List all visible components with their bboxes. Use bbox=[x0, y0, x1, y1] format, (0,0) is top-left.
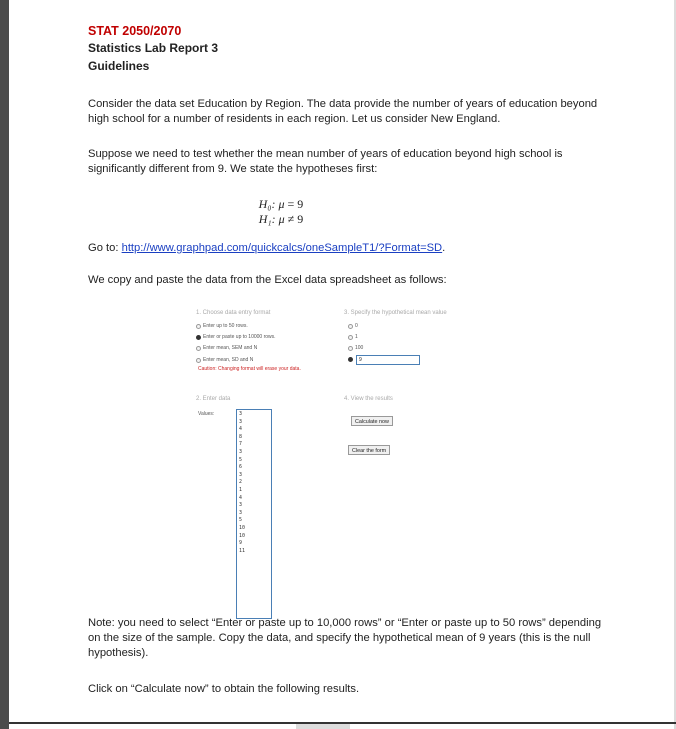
format-option-label: Enter or paste up to 10000 rows. bbox=[203, 334, 276, 340]
report-title: Statistics Lab Report 3 bbox=[88, 41, 219, 55]
h0-relation: = 9 bbox=[287, 197, 304, 211]
null-hypothesis bbox=[211, 197, 351, 212]
format-option-mean-sd[interactable] bbox=[196, 357, 253, 363]
mean-option-1[interactable] bbox=[348, 334, 358, 340]
radio-icon bbox=[348, 324, 353, 329]
radio-icon bbox=[196, 324, 201, 329]
goto-paragraph bbox=[88, 241, 608, 256]
mean-option-0[interactable] bbox=[348, 323, 358, 329]
step3-heading: 3. Specify the hypothetical mean value bbox=[344, 310, 447, 316]
h1-label: H₁: μ bbox=[258, 212, 285, 226]
caution-text: Caution: Changing format will erase your data. bbox=[198, 366, 301, 372]
radio-selected-icon bbox=[196, 335, 201, 340]
report-subtitle: Guidelines bbox=[88, 59, 150, 73]
hypothesis-paragraph: Suppose we need to test whether the mean number of years of education beyond high school is significantly different from 9. We state the hypotheses first: bbox=[88, 148, 563, 175]
format-option-label: Enter mean, SD and N bbox=[203, 357, 254, 363]
step1-heading: 1. Choose data entry format bbox=[196, 310, 271, 316]
format-option-10000[interactable] bbox=[196, 334, 276, 340]
custom-mean-input[interactable]: 9 bbox=[356, 355, 420, 365]
values-label: Values: bbox=[198, 411, 215, 417]
step4-heading: 4. View the results bbox=[344, 396, 393, 402]
course-title: STAT 2050/2070 bbox=[88, 24, 182, 38]
bottom-tab bbox=[296, 724, 350, 729]
alternative-hypothesis bbox=[211, 212, 351, 227]
calculator-screenshot bbox=[186, 304, 526, 594]
radio-icon bbox=[348, 335, 353, 340]
calculate-paragraph: Click on “Calculate now” to obtain the following results. bbox=[88, 683, 360, 695]
h1-relation: ≠ 9 bbox=[287, 212, 304, 226]
note-paragraph: Note: you need to select “Enter or paste up to 10,000 rows” or “Enter or paste up to 50 rows” depending on the size of the sample. Copy the data, and specify the hypothetical mean of 9 years (this is the null hypothesis). bbox=[88, 617, 602, 659]
mean-option-label: 1 bbox=[355, 334, 358, 340]
radio-icon bbox=[348, 346, 353, 351]
radio-icon bbox=[196, 358, 201, 363]
radio-icon bbox=[196, 346, 201, 351]
calculate-now-button[interactable]: Calculate now bbox=[351, 416, 393, 426]
radio-selected-icon bbox=[348, 357, 353, 362]
intro-paragraph: Consider the data set Education by Region. The data provide the number of years of education beyond high school for a number of residents in each region. Let us consider New England. bbox=[88, 98, 598, 125]
mean-option-label: 100 bbox=[355, 345, 364, 351]
values-textarea[interactable]: 3 3 4 8 7 3 5 6 3 2 1 4 3 3 5 10 10 9 11 bbox=[236, 409, 272, 619]
format-option-label: Enter mean, SEM and N bbox=[203, 345, 258, 351]
clear-form-button[interactable]: Clear the form bbox=[348, 445, 390, 455]
left-gutter bbox=[0, 0, 9, 729]
mean-option-100[interactable] bbox=[348, 345, 363, 351]
mean-option-label: 0 bbox=[355, 323, 358, 329]
format-option-50[interactable] bbox=[196, 323, 248, 329]
goto-prefix: Go to: bbox=[88, 242, 122, 254]
goto-suffix: . bbox=[442, 242, 446, 254]
graphpad-link[interactable]: http://www.graphpad.com/quickcalcs/oneSampleT1/?Format=SD bbox=[121, 242, 443, 254]
copy-paragraph: We copy and paste the data from the Excel data spreadsheet as follows: bbox=[88, 274, 447, 286]
format-option-mean-sem[interactable] bbox=[196, 345, 257, 351]
mean-option-custom[interactable] bbox=[348, 357, 353, 362]
format-option-label: Enter up to 50 rows. bbox=[203, 323, 248, 329]
h0-label: H₀: μ bbox=[258, 197, 285, 211]
step2-heading: 2. Enter data bbox=[196, 396, 231, 402]
